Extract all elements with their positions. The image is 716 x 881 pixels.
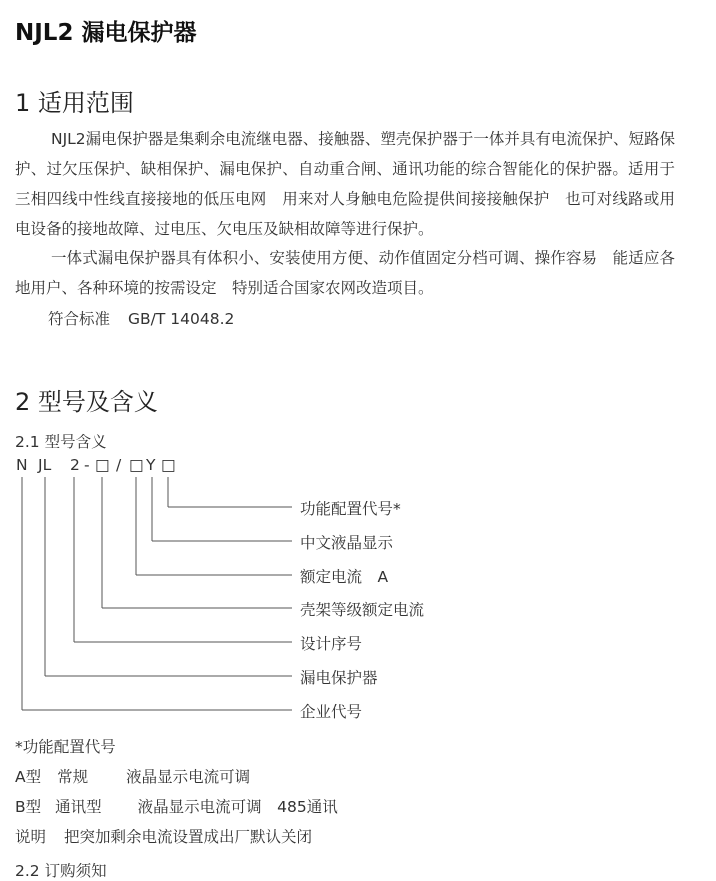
code-char-jl: JL <box>38 456 52 474</box>
note-row-explanation <box>15 825 312 847</box>
code-char-dash: - <box>84 456 90 474</box>
note-c-desc: 把突加剩余电流设置成出厂默认关闭 <box>64 828 313 846</box>
label-function-config-code: 功能配置代号* <box>300 500 401 518</box>
note-a-code: A型 <box>15 768 42 786</box>
note-c-code: 说明 <box>15 828 47 846</box>
section-heading-scope: 1 适用范围 <box>15 89 134 117</box>
label-rated-current: 额定电流 A <box>300 568 389 586</box>
section-heading-model: 2 型号及含义 <box>15 388 158 416</box>
label-design-serial: 设计序号 <box>300 635 363 653</box>
standard-label: 符合标准 <box>48 310 111 328</box>
section-heading-order-cut: 2.2 订购须知 <box>15 862 107 880</box>
note-row-b <box>15 795 338 817</box>
label-enterprise-code: 企业代号 <box>300 703 363 721</box>
label-chinese-lcd: 中文液晶显示 <box>300 534 394 552</box>
note-a-desc: 液晶显示电流可调 <box>126 768 251 786</box>
code-char-box-2: □ <box>129 456 144 474</box>
note-b-code: B型 <box>15 798 42 816</box>
note-row-a <box>15 765 250 787</box>
note-b-name: 通讯型 <box>55 798 102 816</box>
label-frame-rated-current: 壳架等级额定电流 <box>300 601 425 619</box>
label-leakage-protector: 漏电保护器 <box>300 669 378 687</box>
scope-paragraph-2: 一体式漏电保护器具有体积小、安装使用方便、动作值固定分档可调、操作容易 能适应各地用户、各种环境的按需设定 特别适合国家农网改造项目。 <box>15 249 675 297</box>
subsection-heading-model-meaning: 2.1 型号含义 <box>15 433 107 451</box>
notes-title: *功能配置代号 <box>15 738 116 756</box>
code-char-n: N <box>16 456 28 474</box>
page-title: NJL2 漏电保护器 <box>15 20 197 46</box>
note-b-desc: 液晶显示电流可调 485通讯 <box>137 798 338 816</box>
code-char-box-3: □ <box>161 456 176 474</box>
code-char-y: Y <box>146 456 156 474</box>
code-char-box-1: □ <box>95 456 110 474</box>
scope-paragraph-1: NJL2漏电保护器是集剩余电流继电器、接触器、塑壳保护器于一体并具有电流保护、短路保护、过欠压保护、缺相保护、漏电保护、自动重合闸、通讯功能的综合智能化的保护器。适用于三相四线中性线直接接地的低压电网 用来对人身触电危险提供间接接触保护 也可对线路或用电设备的接地故障、过电压、欠电压及缺相故障等进行保护。 <box>15 130 675 238</box>
code-char-slash: / <box>116 456 122 474</box>
standard-value: GB/T 14048.2 <box>128 310 235 328</box>
code-char-2: 2 <box>70 456 80 474</box>
note-a-name: 常规 <box>57 768 89 786</box>
